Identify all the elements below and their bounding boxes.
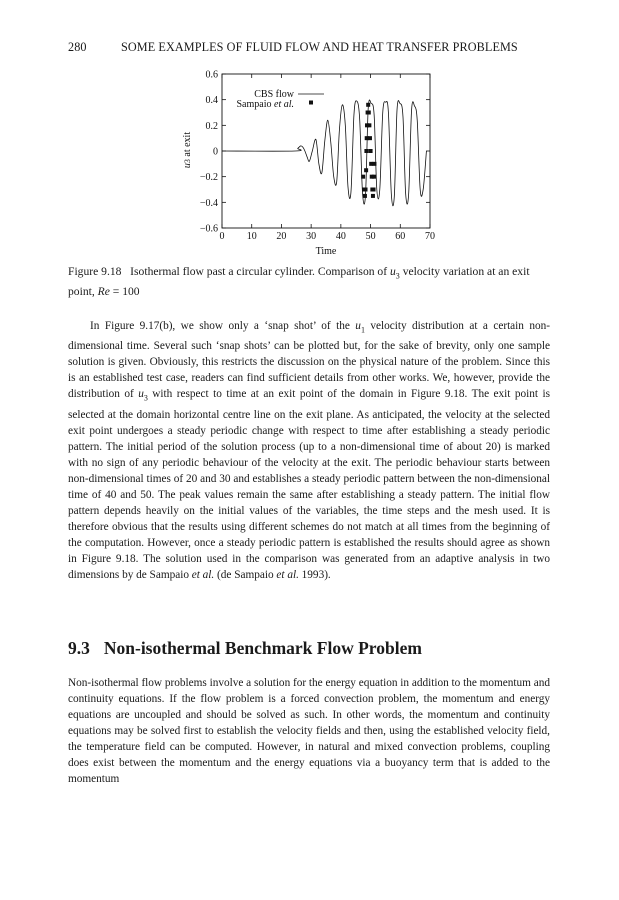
cbs-flow-line <box>222 100 426 206</box>
x-tick-label: 50 <box>365 231 376 242</box>
x-tick-label: 10 <box>246 231 257 242</box>
sampaio-marker <box>368 136 372 140</box>
paragraph-2 <box>68 675 550 787</box>
p1-text-3: with respect to time at an exit point of the domain in Figure 9.18. The exit point is selected at the domain horizontal centre line on the exit plane. As anticipated, the velocity at the selected exit point undergoes a steady periodic change with respect to time after establishing a steady periodic pattern. The initial period of the solution process (up to a non-dimensional time of about 20) is marked with no sign of any periodic behaviour of the velocity at the exit. The periodic behaviour starts between non-dimensional times of 20 and 30 and establishes a steady periodic pattern between the non-dimensional time of 40 and 50. The peak values remain the same after establishing a steady pattern. The initial flow pattern depends heavily on the initial values of the variables, the time steps and the mesh used. It is therefore obvious that the results using different schemes do not match at all times from the beginning of the computation. However, once a steady periodic pattern is established the results should agree as shown in Figure 9.18. The solution used in the comparison was generated from an adaptive analysis in two dimensions by de Sampaio <box>68 388 550 582</box>
y-tick-label: 0 <box>213 146 218 158</box>
p1-var-u1: u <box>355 320 361 332</box>
sampaio-marker <box>369 149 373 153</box>
y-tick-label: −0.4 <box>199 197 218 209</box>
paragraph-1 <box>68 318 550 583</box>
y-tick-label: 0.4 <box>205 95 218 107</box>
sampaio-marker <box>372 175 376 179</box>
x-tick-label: 70 <box>425 231 435 242</box>
caption-label: Figure 9.18 <box>68 265 122 278</box>
x-tick-label: 60 <box>395 231 406 242</box>
sampaio-marker <box>372 162 376 166</box>
p1-etal-2: et al. <box>276 569 299 582</box>
p1-var-u3-sub: 3 <box>143 393 148 403</box>
p2-text: Non-isothermal flow problems involve a solution for the energy equation in addition to the momentum and continuity equations. If the flow problem is a forced convection problem, the momentum and energy equations are uncoupled and should be solved as such. In other words, the momentum and continuity equations may be solved first to establish the velocity fields and then, using the established velocity field, the temperature field can be computed. However, in natural and mixed convection problems, coupling does exist between the momentum and the energy equations via a buoyancy term that is added to the momentum <box>68 677 550 786</box>
cbs-flow-series <box>222 100 426 206</box>
section-number: 9.3 <box>68 638 90 658</box>
caption-var: u <box>390 265 396 278</box>
y-tick-label: −0.6 <box>199 223 218 235</box>
y-tick-label: 0.2 <box>205 120 218 132</box>
y-axis-label: u3 at exit <box>182 131 193 169</box>
sampaio-marker <box>364 149 368 153</box>
x-tick-label: 40 <box>335 231 346 242</box>
p1-text-4: (de Sampaio <box>214 569 277 582</box>
caption-text-after: velocity variation at an exit point, <box>68 265 530 299</box>
legend-label-cbs-flow: CBS flow <box>254 89 294 100</box>
x-axis-label: Time <box>315 246 337 257</box>
caption-var-sub: 3 <box>395 271 400 281</box>
section-title-text: Non-isothermal Benchmark Flow Problem <box>103 638 422 658</box>
y-tick-label: −0.2 <box>199 172 218 184</box>
p1-var-u3: u <box>138 388 144 401</box>
page-number: 280 <box>68 40 87 54</box>
p1-etal-1: et al. <box>191 569 215 582</box>
sampaio-marker <box>367 123 371 127</box>
x-tick-label: 30 <box>306 231 317 242</box>
y-tick-label: 0.6 <box>205 69 218 81</box>
chart-legend <box>237 89 325 110</box>
running-head: SOME EXAMPLES OF FLUID FLOW AND HEAT TRANSFER PROBLEMS <box>121 40 518 54</box>
sampaio-marker <box>371 194 375 198</box>
p1-text-2: velocity distribution at a certain non-dimensional time. Several such ‘snap shots’ can be plotted but, for the sake of brevity, only one sample solution is given. Obviously, this restricts the discussion on the physical nature of the problem. Since this is an established test case, readers can find sufficient details from other works. We, however, provide the distribution of <box>68 320 550 401</box>
section-heading <box>68 638 550 659</box>
sampaio-marker <box>372 188 376 192</box>
sampaio-marker <box>367 111 371 115</box>
caption-re-value: = 100 <box>109 285 140 299</box>
sampaio-marker <box>363 194 367 198</box>
caption-text-before: Isothermal flow past a circular cylinder. Comparison of <box>130 265 390 278</box>
p1-var-u1-sub: 1 <box>360 325 365 335</box>
sampaio-marker <box>366 103 370 107</box>
sampaio-marker <box>364 188 368 192</box>
p1-text-5: 1993). <box>298 569 331 582</box>
legend-marker-sampaio <box>309 101 313 105</box>
caption-re: Re <box>97 285 110 299</box>
sampaio-marker <box>361 175 365 179</box>
legend-label-sampaio: Sampaio et al. <box>236 99 294 110</box>
sampaio-marker <box>364 168 368 172</box>
p1-text-1: In Figure 9.17(b), we show only a ‘snap shot’ of the <box>90 320 356 332</box>
figure-caption <box>68 264 550 300</box>
x-tick-label: 0 <box>219 231 225 242</box>
x-tick-label: 20 <box>276 231 287 242</box>
